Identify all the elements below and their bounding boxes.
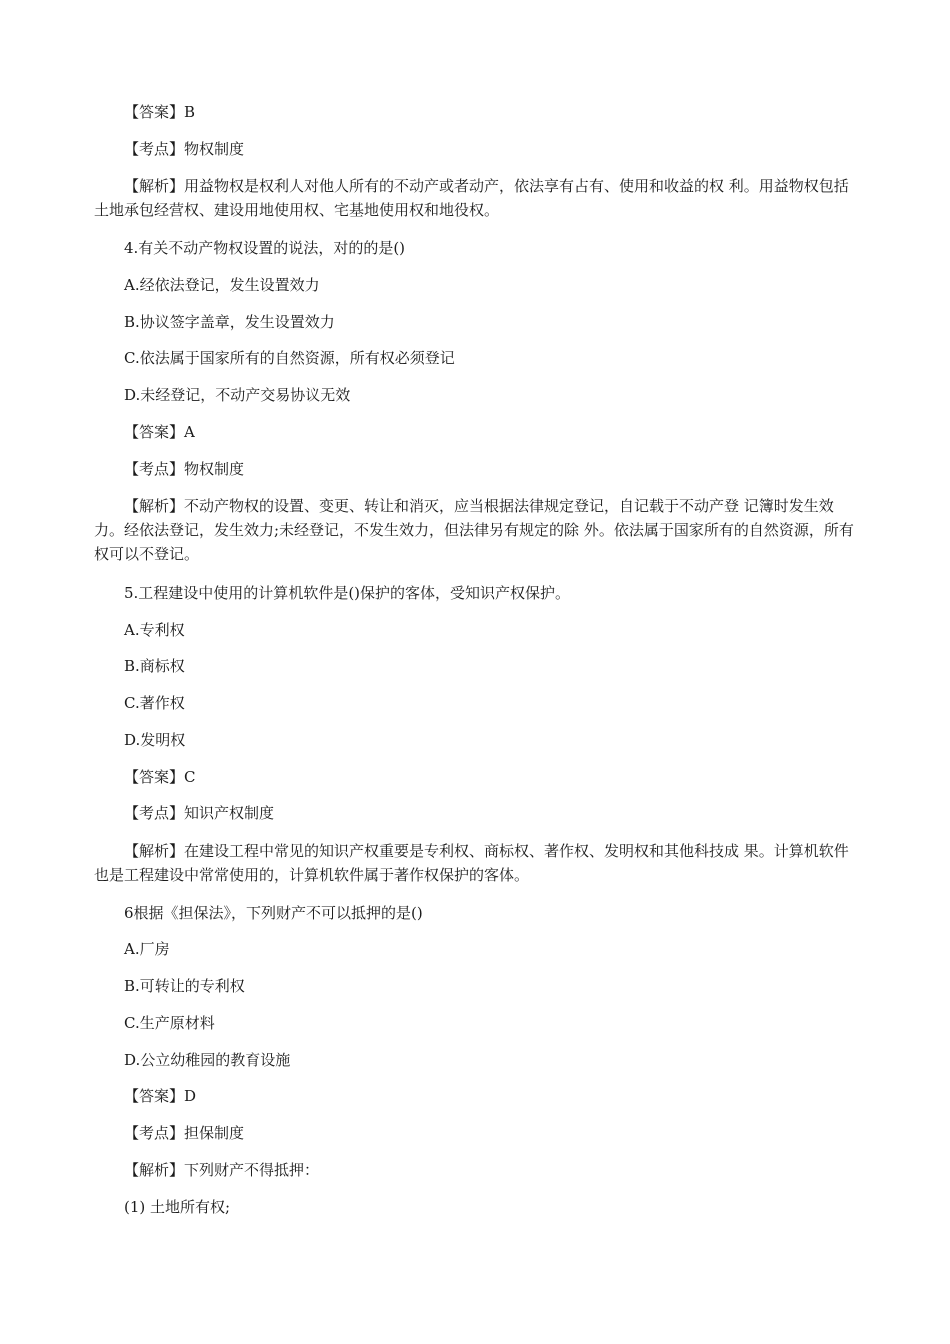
q5-question: 5.工程建设中使用的计算机软件是()保护的客体，受知识产权保护。 xyxy=(124,584,571,602)
q5-analysis: 【解析】在建设工程中常见的知识产权重要是专利权、商标权、著作权、发明权和其他科技成 果。计算机软件也是工程建设中常常使用的，计算机软件属于著作权保护的客体。 xyxy=(94,842,849,884)
q4-option-d: D.未经登记，不动产交易协议无效 xyxy=(124,386,351,404)
q3-answer: 【答案】B xyxy=(124,103,196,121)
q4-option-c: C.依法属于国家所有的自然资源，所有权必须登记 xyxy=(124,349,455,367)
q5-point: 【考点】知识产权制度 xyxy=(124,804,275,822)
q5-option-c: C.著作权 xyxy=(124,694,185,712)
q6-analysis: 【解析】下列财产不得抵押： xyxy=(124,1161,320,1179)
q6-option-c: C.生产原材料 xyxy=(124,1014,215,1032)
q4-option-a: A.经依法登记，发生设置效力 xyxy=(124,276,320,294)
q6-answer: 【答案】D xyxy=(124,1087,197,1105)
q3-analysis: 【解析】用益物权是权利人对他人所有的不动产或者动产，依法享有占有、使用和收益的权 利。用益物权包括土地承包经营权、建设用地使用权、宅基地使用权和地役权。 xyxy=(94,177,849,219)
q4-option-b: B.协议签字盖章，发生设置效力 xyxy=(124,313,335,331)
q4-analysis: 【解析】不动产物权的设置、变更、转让和消灭，应当根据法律规定登记，自记载于不动产登 记簿时发生效力。经依法登记，发生效力;未经登记，不发生效力，但法律另有规定的除 外。依法属于国家所有的自然资源，所有权可以不登记。 xyxy=(94,497,854,563)
q3-point: 【考点】物权制度 xyxy=(124,140,245,158)
q6-option-b: B.可转让的专利权 xyxy=(124,977,245,995)
q5-option-d: D.发明权 xyxy=(124,731,186,749)
q6-question: 6根据《担保法》，下列财产不可以抵押的是() xyxy=(124,904,423,922)
q5-option-b: B.商标权 xyxy=(124,657,185,675)
q5-answer: 【答案】C xyxy=(124,768,196,786)
q6-list-item: (1) 土地所有权; xyxy=(124,1198,231,1216)
q6-point: 【考点】担保制度 xyxy=(124,1124,245,1142)
q4-point: 【考点】物权制度 xyxy=(124,460,245,478)
q6-option-a: A.厂房 xyxy=(124,940,170,958)
q4-answer: 【答案】A xyxy=(124,423,195,441)
q5-option-a: A.专利权 xyxy=(124,621,185,639)
q4-question: 4.有关不动产物权设置的说法，对的的是() xyxy=(124,239,406,257)
q6-option-d: D.公立幼稚园的教育设施 xyxy=(124,1051,291,1069)
